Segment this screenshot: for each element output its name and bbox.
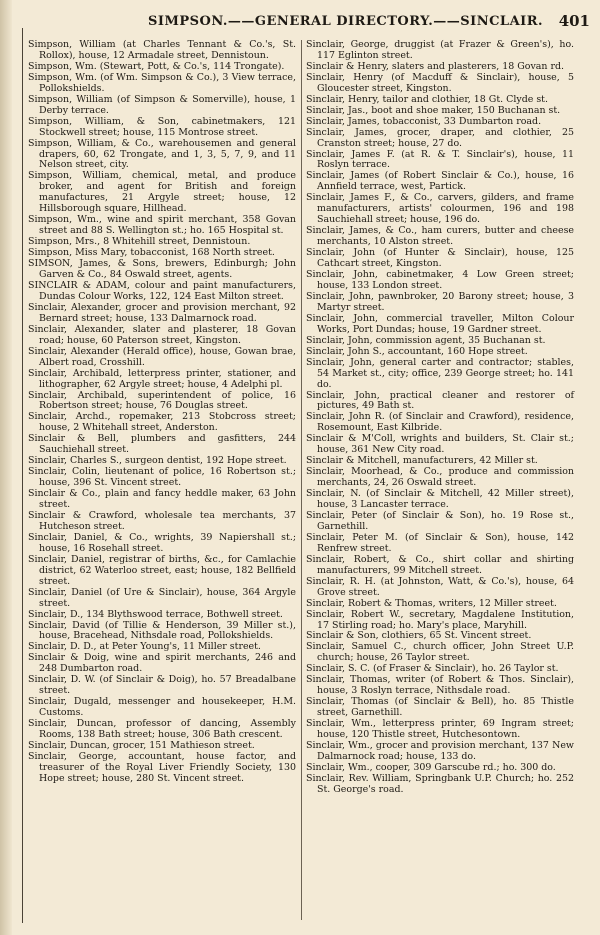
directory-entry: Sinclair, Henry, tailor and clothier, 18 Gt. Clyde st. xyxy=(306,93,548,105)
directory-entry: Sinclair, Robert W., secretary, Magdalene Institution, 17 Stirling road; ho. Mary's place, Maryhill. xyxy=(306,608,574,631)
directory-entry: Sinclair, John, practical cleaner and restorer of pictures, 49 Bath st. xyxy=(306,389,574,412)
directory-entry: Sinclair, John R. (of Sinclair and Crawford), residence, Rosemount, East Kilbride. xyxy=(306,411,574,434)
directory-entry: Sinclair, George, druggist (at Frazer & Green's), ho. 117 Eglinton street. xyxy=(306,39,574,61)
directory-entry: Sinclair & Mitchell, manufacturers, 42 Miller st. xyxy=(306,455,538,467)
directory-entry: Sinclair, John, general carter and contractor; stables, 54 Market st., city; office, 239 George street; ho. 141 do. xyxy=(306,356,574,390)
directory-entry: Sinclair, Duncan, grocer, 151 Mathieson street. xyxy=(28,740,255,751)
directory-entry: Sinclair, Archibald, superintendent of police, 16 Robertson street; house, 76 Douglas street. xyxy=(28,389,296,412)
directory-entry: SIMSON, James, & Sons, brewers, Edinburgh; John Garven & Co., 84 Oswald street, agents. xyxy=(28,258,296,281)
directory-entry: Sinclair, Archibald, letterpress printer, stationer, and lithographer, 62 Argyle street; house, 4 Adelphi pl. xyxy=(28,367,296,390)
column-divider xyxy=(301,40,302,920)
page-header xyxy=(28,12,594,32)
directory-entry: Simpson, Wm. (of Wm. Simpson & Co.), 3 View terrace, Pollokshields. xyxy=(28,71,296,94)
running-title: SIMPSON.——GENERAL DIRECTORY.——SINCLAIR. xyxy=(148,14,544,29)
directory-entry: Simpson, Miss Mary, tobacconist, 168 North street. xyxy=(28,247,275,259)
directory-entry: Sinclair, Colin, lieutenant of police, 16 Robertson st.; house, 396 St. Vincent street. xyxy=(28,466,296,489)
directory-entry: Sinclair, Daniel, & Co., wrights, 39 Napiershall st.; house, 16 Rosehall street. xyxy=(28,531,296,554)
directory-entry: Sinclair, John, commercial traveller, Milton Colour Works, Port Dundas; house, 19 Gardner street. xyxy=(306,312,574,335)
directory-entry: Simpson, Mrs., 8 Whitehill street, Dennistoun. xyxy=(28,236,251,248)
page-binding-edge xyxy=(0,0,12,935)
directory-entry: Sinclair, John (of Hunter & Sinclair), house, 125 Cathcart street, Kingston. xyxy=(306,247,574,270)
directory-entry: Sinclair, James, tobacconist, 33 Dumbarton road. xyxy=(306,115,542,127)
directory-entry: Sinclair, N. (of Sinclair & Mitchell, 42 Miller street), house, 3 Lancaster terrace. xyxy=(306,488,574,511)
directory-entry: Simpson, William, & Son, cabinetmakers, 121 Stockwell street; house, 115 Montrose street. xyxy=(28,115,296,138)
directory-entry: Simpson, Wm., wine and spirit merchant, 358 Govan street and 88 S. Wellington st.; ho. 165 Hospital st. xyxy=(28,214,296,237)
directory-entry: Sinclair, Daniel, registrar of births, &c., for Camlachie district, 62 Waterloo street, east; house, 182 Bellfield street. xyxy=(28,553,296,587)
directory-entry: Sinclair, John, pawnbroker, 20 Barony street; house, 3 Martyr street. xyxy=(306,290,574,313)
directory-entry: Sinclair, Robert & Thomas, writers, 12 Miller street. xyxy=(306,597,557,609)
directory-entry: Sinclair, Archd., ropemaker, 213 Stobcross street; house, 2 Whitehall street, Anderston. xyxy=(28,411,296,434)
directory-entry: Sinclair, James, & Co., ham curers, butter and cheese merchants, 10 Alston street. xyxy=(306,225,574,248)
directory-entry: Sinclair, John S., accountant, 160 Hope street. xyxy=(306,345,528,357)
directory-entry: Sinclair, Jas., boot and shoe maker, 150 Buchanan st. xyxy=(306,104,561,116)
directory-entry: Sinclair, John, cabinetmaker, 4 Low Green street; house, 133 London street. xyxy=(306,269,574,291)
directory-entry: Simpson, William, & Co., warehousemen and general drapers, 60, 62 Trongate, and 1, 3, 5, 7, 9, and 11 Nelson street, city. xyxy=(28,137,296,171)
page-number: 401 xyxy=(558,12,590,30)
directory-entry: Sinclair, Alexander (Herald office), house, Gowan brae, Albert road, Crosshill. xyxy=(28,345,296,368)
directory-entry: Sinclair, Thomas, writer (of Robert & Thos. Sinclair), house, 3 Roslyn terrace, Nithsdale road. xyxy=(306,674,574,697)
directory-entry: Sinclair, Daniel (of Ure & Sinclair), house, 364 Argyle street. xyxy=(28,586,296,609)
margin-rule xyxy=(22,28,23,923)
directory-entry: Sinclair, Peter M. (of Sinclair & Son), house, 142 Renfrew street. xyxy=(306,531,574,554)
directory-entry: Sinclair & M'Coll, wrights and builders, St. Clair st.; house, 361 New City road. xyxy=(306,433,574,456)
directory-entry: Sinclair, Alexander, grocer and provision merchant, 92 Bernard street; house, 133 Dalmarnock road. xyxy=(28,301,296,324)
directory-entry: Sinclair, Wm., cooper, 309 Garscube rd.; ho. 300 do. xyxy=(306,761,556,773)
directory-entry: Sinclair & Son, clothiers, 65 St. Vincent street. xyxy=(306,630,532,642)
directory-entry: Sinclair, Wm., grocer and provision merchant, 137 New Dalmarnock road; house, 133 do. xyxy=(306,740,574,762)
directory-entry: Sinclair, Rev. William, Springbank U.P. Church; ho. 252 St. George's road. xyxy=(306,772,574,795)
directory-entry: Sinclair, D. W. (of Sinclair & Doig), ho. 57 Breadalbane street. xyxy=(28,674,296,697)
directory-entry: Sinclair, Thomas (of Sinclair & Bell), ho. 85 Thistle street, Garnethill. xyxy=(306,696,574,719)
left-column xyxy=(28,40,296,785)
directory-entry: Sinclair, George, accountant, house factor, and treasurer of the Royal Liver Friendly Society, 130 Hope street; house, 280 St. Vincent street. xyxy=(28,750,296,784)
directory-entry: Simpson, William (of Simpson & Somerville), house, 1 Derby terrace. xyxy=(28,93,296,116)
directory-entry: Sinclair, James (of Robert Sinclair & Co.), house, 16 Annfield terrace, west, Partick. xyxy=(306,170,574,193)
directory-entry: Sinclair & Bell, plumbers and gasfitters, 244 Sauchiehall street. xyxy=(28,433,296,456)
directory-entry: Sinclair, Dugald, messenger and housekeeper, H.M. Customs. xyxy=(28,696,296,719)
directory-entry: Sinclair, Henry (of Macduff & Sinclair), house, 5 Gloucester street, Kingston. xyxy=(306,71,574,94)
directory-entry: Sinclair, Wm., letterpress printer, 69 Ingram street; house, 120 Thistle street, Hutchesontown. xyxy=(306,718,574,741)
directory-entry: SINCLAIR & ADAM, colour and paint manufacturers, Dundas Colour Works, 122, 124 East Milton street. xyxy=(28,279,296,302)
directory-entry: Sinclair, David (of Tillie & Henderson, 39 Miller st.), house, Bracehead, Nithsdale road, Pollokshields. xyxy=(28,619,296,642)
directory-entry: Sinclair, D. D., at Peter Young's, 11 Miller street. xyxy=(28,641,261,653)
directory-entry: Simpson, Wm. (Stewart, Pott, & Co.'s, 114 Trongate). xyxy=(28,60,285,72)
directory-entry: Sinclair & Co., plain and fancy heddle maker, 63 John street. xyxy=(28,488,296,511)
directory-entry: Sinclair & Henry, slaters and plasterers, 18 Govan rd. xyxy=(306,60,565,72)
directory-entry: Sinclair, Alexander, slater and plasterer, 18 Govan road; house, 60 Paterson street, Kingston. xyxy=(28,323,296,346)
right-column xyxy=(306,40,574,796)
directory-entry: Sinclair, Charles S., surgeon dentist, 192 Hope street. xyxy=(28,455,287,467)
directory-entry: Sinclair, D., 134 Blythswood terrace, Bothwell street. xyxy=(28,608,283,620)
directory-entry: Sinclair, Robert, & Co., shirt collar and shirting manufacturers, 99 Mitchell street. xyxy=(306,553,574,576)
directory-entry: Simpson, William, chemical, metal, and produce broker, and agent for British and foreign manufactures, 21 Argyle street; house, 12 Hillsborough square, Hillhead. xyxy=(28,170,296,215)
directory-entry: Sinclair, Duncan, professor of dancing, Assembly Rooms, 138 Bath street; house, 306 Bath crescent. xyxy=(28,718,296,741)
directory-entry: Sinclair, James F., & Co., carvers, gilders, and frame manufacturers, artists' colourmen, 196 and 198 Sauchiehall street; house, 196 do. xyxy=(306,192,574,226)
directory-entry: Sinclair, Samuel C., church officer, John Street U.P. church; house, 26 Taylor street. xyxy=(306,641,574,664)
directory-entry: Sinclair, James F. (at R. & T. Sinclair's), house, 11 Roslyn terrace. xyxy=(306,148,574,171)
directory-entry: Sinclair, John, commission agent, 35 Buchanan st. xyxy=(306,334,546,346)
directory-entry: Sinclair & Doig, wine and spirit merchants, 246 and 248 Dumbarton road. xyxy=(28,652,296,675)
directory-entry: Sinclair, Peter (of Sinclair & Son), ho. 19 Rose st., Garnethill. xyxy=(306,509,574,532)
directory-entry: Simpson, William (at Charles Tennant & Co.'s, St. Rollox), house, 12 Armadale street, Dennistoun. xyxy=(28,39,296,61)
directory-entry: Sinclair, R. H. (at Johnston, Watt, & Co.'s), house, 64 Grove street. xyxy=(306,575,574,598)
directory-entry: Sinclair & Crawford, wholesale tea merchants, 37 Hutcheson street. xyxy=(28,509,296,532)
directory-entry: Sinclair, James, grocer, draper, and clothier, 25 Cranston street; house, 27 do. xyxy=(306,126,574,149)
directory-entry: Sinclair, S. C. (of Fraser & Sinclair), ho. 26 Taylor st. xyxy=(306,663,559,675)
directory-entry: Sinclair, Moorhead, & Co., produce and commission merchants, 24, 26 Oswald street. xyxy=(306,466,574,489)
